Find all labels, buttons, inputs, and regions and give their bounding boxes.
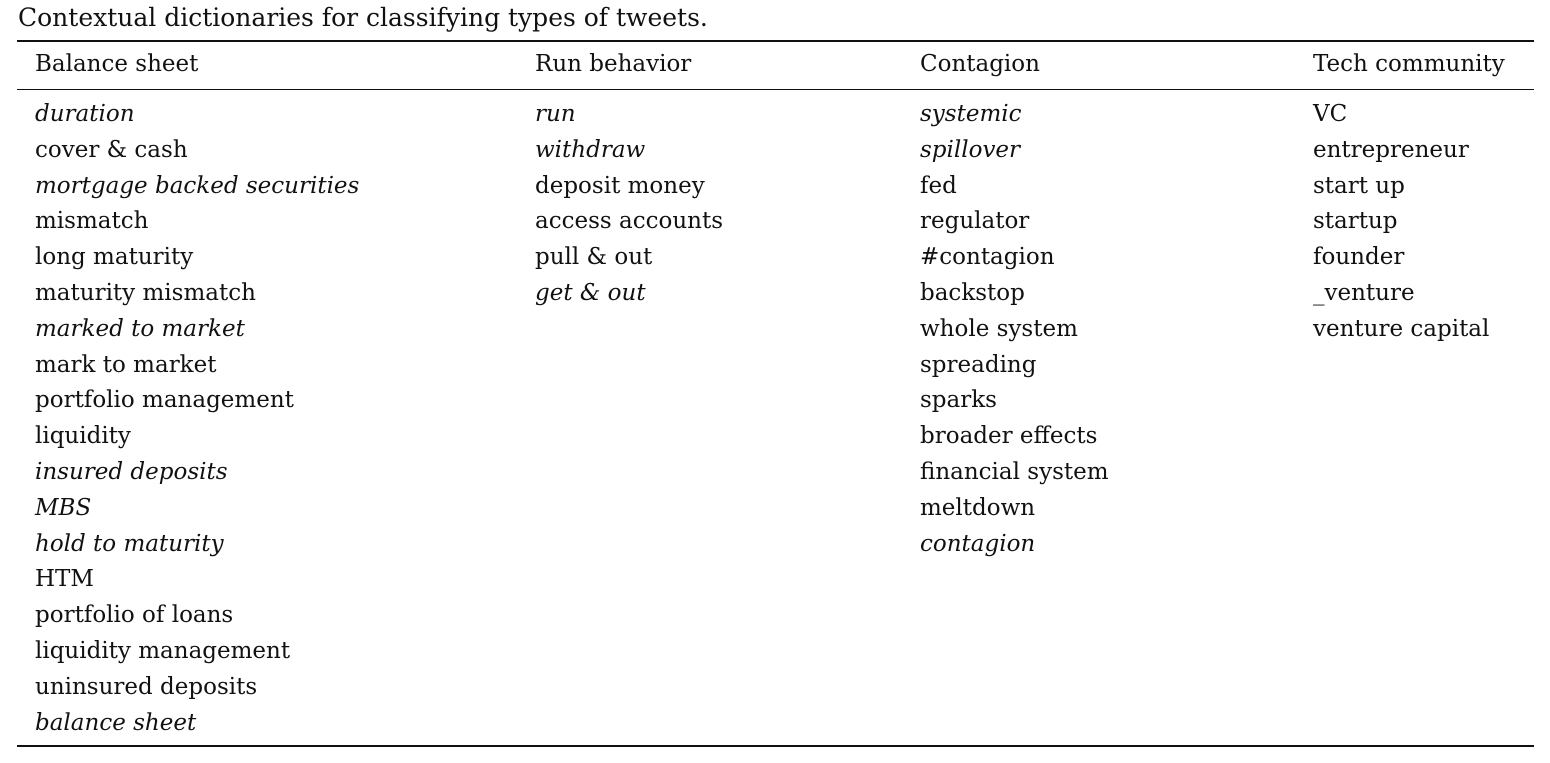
column-items [35,98,359,742]
dictionary-term: access accounts [535,208,723,235]
dictionary-term: liquidity [35,423,131,450]
dictionary-term: _venture [1313,279,1415,306]
dictionary-term: liquidity management [35,637,291,664]
dictionary-term: run [535,101,576,127]
dictionary-term: broader effects [920,423,1098,450]
dictionary-term: mortgage backed securities [35,172,360,199]
dictionary-term: duration [35,101,135,127]
dictionary-term: hold to maturity [35,530,224,557]
dictionary-term: entrepreneur [1313,136,1469,163]
dictionary-term: backstop [920,279,1025,306]
dictionary-term: regulator [920,208,1030,235]
column-items [535,98,723,313]
column-header: Balance sheet [35,51,199,77]
dictionary-term: mark to market [35,351,217,378]
dictionary-term: venture capital [1313,315,1490,342]
dictionary-term: deposit money [535,172,705,199]
dictionary-term: founder [1313,244,1405,271]
column-header: Contagion [920,51,1040,77]
column-header: Tech community [1313,51,1505,77]
dictionary-term: HTM [35,566,94,593]
dictionary-term: marked to market [35,315,245,342]
dictionary-term: long maturity [35,244,194,271]
dictionary-term: insured deposits [35,458,228,485]
dictionary-term: meltdown [920,494,1036,521]
dictionary-term: #contagion [920,244,1055,271]
dictionary-term: spreading [920,351,1037,378]
dictionary-term: balance sheet [35,709,197,736]
column-header: Run behavior [535,51,692,77]
dictionary-term: pull & out [535,244,653,271]
dictionary-term: get & out [535,279,646,306]
table-top-rule [17,40,1534,42]
column-items [920,98,1109,563]
dictionary-term: portfolio of loans [35,602,234,629]
dictionary-term: withdraw [535,136,646,163]
table-bottom-rule [17,745,1534,747]
dictionary-term: MBS [35,494,92,521]
dictionary-term: maturity mismatch [35,279,256,306]
table-header-rule [17,89,1534,90]
dictionary-term: sparks [920,387,997,414]
column-items [1313,98,1489,349]
dictionary-term: whole system [920,315,1078,342]
table-caption: Contextual dictionaries for classifying types of tweets. [18,3,708,32]
dictionary-term: cover & cash [35,136,188,163]
dictionary-term: spillover [920,136,1021,163]
dictionary-term: fed [920,172,957,199]
dictionary-term: systemic [920,101,1022,127]
dictionary-term: start up [1313,172,1405,199]
dictionary-term: financial system [920,458,1109,485]
dictionary-term: contagion [920,530,1036,557]
dictionary-term: mismatch [35,208,149,235]
dictionary-term: startup [1313,208,1398,235]
dictionary-term: VC [1313,101,1348,127]
dictionary-term: portfolio management [35,387,294,414]
dictionary-term: uninsured deposits [35,673,258,700]
